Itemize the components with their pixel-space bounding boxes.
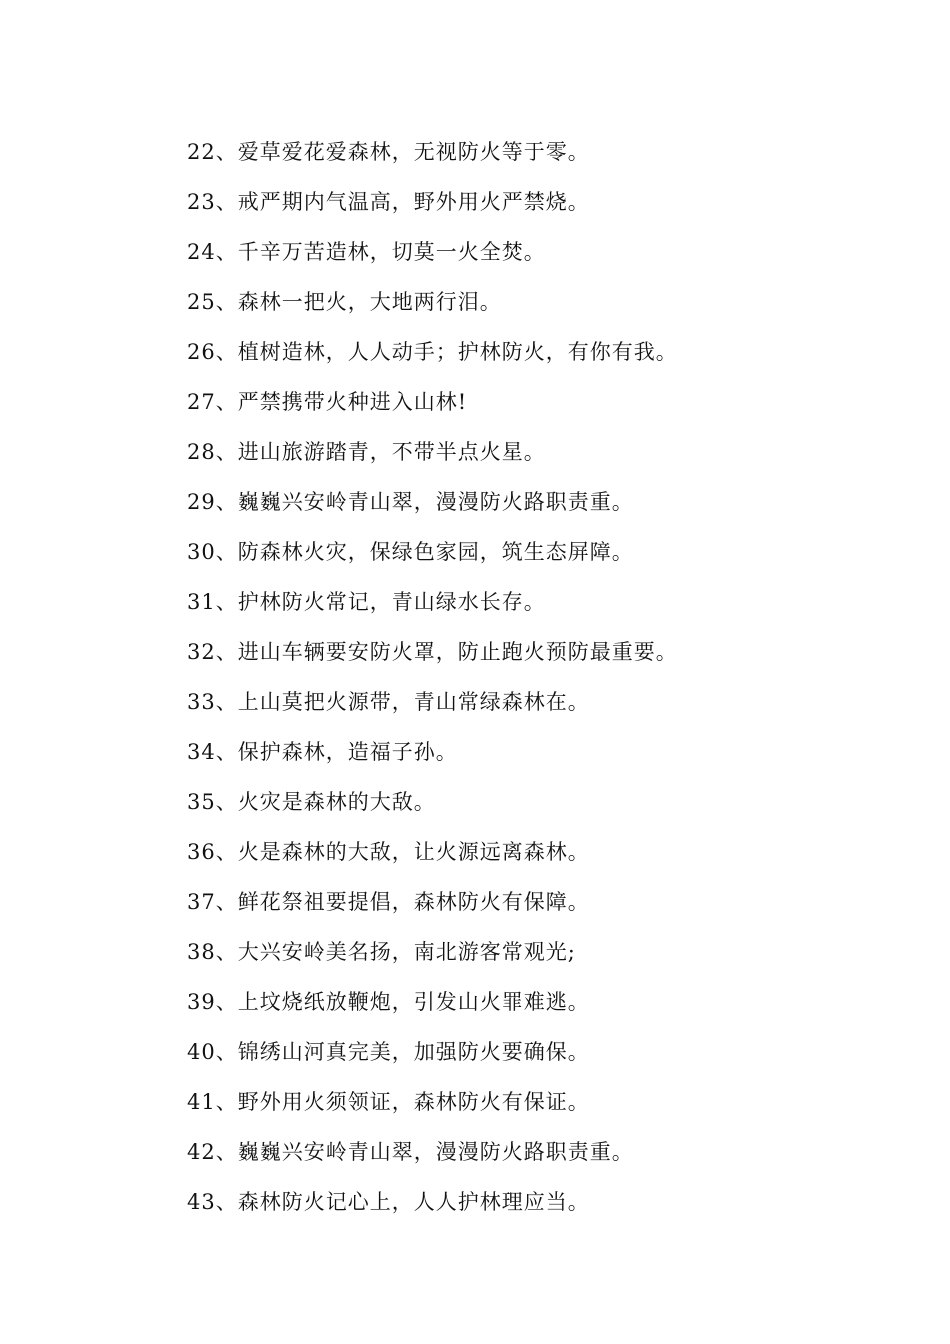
- slogan-item: 39、上坟烧纸放鞭炮，引发山火罪难逃。: [187, 990, 590, 1014]
- slogan-item: 34、保护森林，造福子孙。: [187, 740, 458, 764]
- slogan-item: 41、野外用火须领证，森林防火有保证。: [187, 1090, 590, 1114]
- slogan-item: 33、上山莫把火源带，青山常绿森林在。: [187, 690, 590, 714]
- slogan-item: 23、戒严期内气温高，野外用火严禁烧。: [187, 190, 590, 214]
- slogan-item: 38、大兴安岭美名扬，南北游客常观光;: [187, 940, 576, 964]
- slogan-item: 27、严禁携带火种进入山林!: [187, 390, 468, 414]
- slogan-item: 26、植树造林，人人动手；护林防火，有你有我。: [187, 340, 678, 364]
- slogan-item: 42、巍巍兴安岭青山翠，漫漫防火路职责重。: [187, 1140, 634, 1164]
- slogan-item: 30、防森林火灾，保绿色家园，筑生态屏障。: [187, 540, 634, 564]
- slogan-item: 31、护林防火常记，青山绿水长存。: [187, 590, 546, 614]
- slogan-item: 43、森林防火记心上，人人护林理应当。: [187, 1190, 590, 1214]
- slogan-item: 25、森林一把火，大地两行泪。: [187, 290, 502, 314]
- slogan-item: 28、进山旅游踏青，不带半点火星。: [187, 440, 546, 464]
- slogan-item: 24、千辛万苦造林，切莫一火全焚。: [187, 240, 546, 264]
- slogan-item: 35、火灾是森林的大敌。: [187, 790, 436, 814]
- slogan-item: 22、爱草爱花爱森林，无视防火等于零。: [187, 140, 590, 164]
- slogan-item: 36、火是森林的大敌，让火源远离森林。: [187, 840, 590, 864]
- slogan-list: [187, 133, 678, 1233]
- slogan-item: 29、巍巍兴安岭青山翠，漫漫防火路职责重。: [187, 490, 634, 514]
- slogan-item: 40、锦绣山河真完美，加强防火要确保。: [187, 1040, 590, 1064]
- slogan-item: 32、进山车辆要安防火罩，防止跑火预防最重要。: [187, 640, 678, 664]
- slogan-item: 37、鲜花祭祖要提倡，森林防火有保障。: [187, 890, 590, 914]
